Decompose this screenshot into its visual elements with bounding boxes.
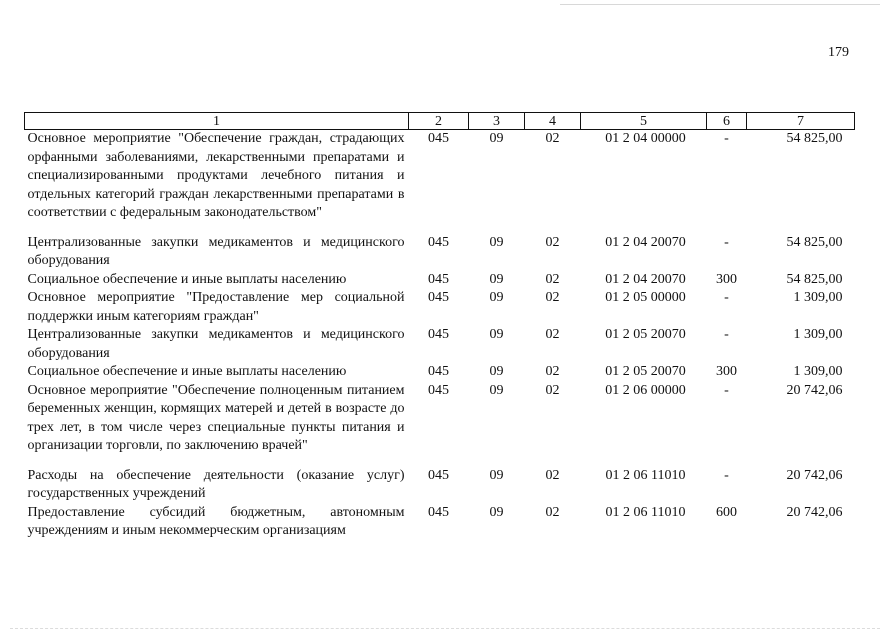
subsection-code: 02: [545, 131, 560, 146]
subsection-code: 02: [545, 504, 560, 520]
target-article-code: 01 2 06 00000: [605, 382, 686, 398]
page-number: 179: [828, 45, 849, 60]
table-row: [25, 130, 855, 234]
expense-name: Централизованные закупки медикаментов и медицинского оборудования: [27, 327, 405, 361]
ministry-code: 045: [428, 504, 449, 520]
expense-type-code: -: [724, 382, 729, 398]
section-code: 09: [489, 382, 504, 398]
target-article-code: 01 2 06 11010: [605, 504, 686, 520]
expense-name: Предоставление субсидий бюджетным, автономным учреждениям и иным некоммерческим организациям: [27, 504, 405, 538]
expense-name: Основное мероприятие "Обеспечение полноценным питанием беременных женщин, кормящих матерей и детей в возрасте до трех лет, в том числе через специальные пункты питания и организации торговли, по заключению врачей": [27, 382, 405, 453]
amount: 54 825,00: [786, 271, 843, 287]
target-article-code: 01 2 06 11010: [605, 467, 686, 483]
subsection-code: 02: [545, 271, 560, 287]
section-code: 09: [489, 234, 504, 250]
expense-name: Основное мероприятие "Предоставление мер социальной поддержки иным категориям граждан": [27, 290, 405, 324]
subsection-code: 02: [545, 327, 560, 342]
expense-type-code: 600: [716, 504, 737, 520]
expense-name: Социальное обеспечение и иные выплаты населению: [27, 271, 347, 287]
ministry-code: 045: [428, 467, 449, 483]
section-code: 09: [489, 364, 504, 379]
target-article-code: 01 2 04 00000: [605, 131, 686, 146]
expense-type-code: -: [724, 131, 729, 146]
section-code: 09: [489, 504, 504, 520]
target-article-code: 01 2 05 20070: [605, 327, 686, 342]
amount: 1 309,00: [793, 327, 843, 342]
subsection-code: 02: [545, 382, 560, 398]
expense-type-code: 300: [716, 271, 737, 287]
section-code: 09: [489, 290, 504, 305]
ministry-code: 045: [428, 290, 449, 305]
amount: 54 825,00: [786, 234, 843, 250]
column-header-7: 7: [747, 113, 855, 130]
expense-name: Централизованные закупки медикаментов и медицинского оборудования: [27, 234, 405, 268]
amount: 20 742,06: [786, 382, 843, 398]
ministry-code: 045: [428, 327, 449, 342]
section-code: 09: [489, 131, 504, 146]
table-row: [25, 289, 855, 326]
target-article-code: 01 2 04 20070: [605, 234, 686, 250]
table-row: [25, 467, 855, 504]
expense-name: Социальное обеспечение и иные выплаты населению: [27, 364, 347, 379]
table-row: [25, 271, 855, 290]
table-row: [25, 504, 855, 541]
table-row: [25, 326, 855, 363]
subsection-code: 02: [545, 234, 560, 250]
subsection-code: 02: [545, 290, 560, 305]
column-header-2: 2: [409, 113, 469, 130]
ministry-code: 045: [428, 271, 449, 287]
expense-name: Расходы на обеспечение деятельности (оказание услуг) государственных учреждений: [27, 467, 405, 501]
expense-name: Основное мероприятие "Обеспечение граждан, страдающих орфанными заболеваниями, лекарственными препаратами и специализированными продуктами лечебного питания и отдельных категорий граждан лекарственными препаратами в соответствии с федеральным законодательством": [27, 131, 405, 220]
column-header-5: 5: [581, 113, 707, 130]
target-article-code: 01 2 04 20070: [605, 271, 686, 287]
expense-type-code: -: [724, 327, 729, 342]
table-row: [25, 363, 855, 382]
amount: 20 742,06: [786, 467, 843, 483]
amount: 1 309,00: [793, 290, 843, 305]
expense-type-code: -: [724, 467, 729, 483]
table-row: [25, 382, 855, 467]
section-code: 09: [489, 327, 504, 342]
subsection-code: 02: [545, 467, 560, 483]
table-header-row: [25, 113, 855, 130]
scan-bottom-rule: [10, 628, 880, 629]
column-header-3: 3: [469, 113, 525, 130]
table-row: [25, 234, 855, 271]
scan-top-rule: [560, 4, 880, 5]
expense-type-code: 300: [716, 364, 737, 379]
section-code: 09: [489, 271, 504, 287]
target-article-code: 01 2 05 00000: [605, 290, 686, 305]
ministry-code: 045: [428, 234, 449, 250]
ministry-code: 045: [428, 131, 449, 146]
section-code: 09: [489, 467, 504, 483]
budget-table: [24, 112, 855, 541]
column-header-1: 1: [25, 113, 409, 130]
ministry-code: 045: [428, 364, 449, 379]
column-header-6: 6: [707, 113, 747, 130]
amount: 54 825,00: [786, 131, 843, 146]
subsection-code: 02: [545, 364, 560, 379]
expense-type-code: -: [724, 290, 729, 305]
amount: 1 309,00: [793, 364, 843, 379]
column-header-4: 4: [525, 113, 581, 130]
expense-type-code: -: [724, 234, 729, 250]
ministry-code: 045: [428, 382, 449, 398]
target-article-code: 01 2 05 20070: [605, 364, 686, 379]
amount: 20 742,06: [786, 504, 843, 520]
